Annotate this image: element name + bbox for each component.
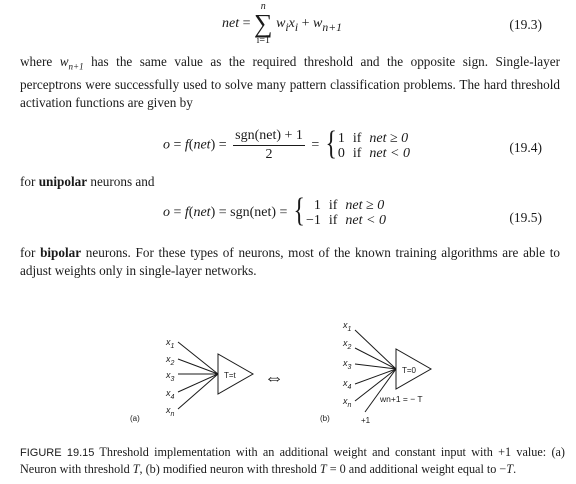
equation-19-4-body: o = f(net) = $\frac{\text{sgn(net) + 1}}{2}$ = { 1 if net ≥ 0 0 if net < 0 xyxy=(163,128,416,163)
equivalence-arrow: ⇔ xyxy=(264,367,284,389)
input-a-xn: $x_n$ xyxy=(166,405,175,418)
equation-number: (19.5) xyxy=(509,210,542,225)
paragraph-unipolar: for unipolar neurons and xyxy=(20,174,155,189)
neuron-b-threshold: T=0 xyxy=(402,366,417,375)
input-b-x4: $x_4$ xyxy=(343,378,352,391)
equation-19-3-body: net = n ∑ i=1 $w_ix_i + w_{n+1}$ xyxy=(222,1,342,46)
summation: n ∑ i=1 xyxy=(254,1,273,46)
input-b-x2: $x_2$ xyxy=(343,338,352,351)
w-last-symbol: w xyxy=(313,16,323,32)
subscript-i: i xyxy=(294,21,299,35)
subscript-i: i xyxy=(285,21,289,35)
equation-number: (19.4) xyxy=(509,140,542,155)
equation-19-5 xyxy=(0,192,576,238)
label-a: (a) xyxy=(130,414,140,423)
fraction: $\frac{\text{sgn(net) + 1}}{2}$ xyxy=(235,128,303,162)
input-b-x1: $x_1$ xyxy=(343,320,352,333)
input-a-x4: $x_4$ xyxy=(166,388,175,401)
subscript-n-plus-1: n+1 xyxy=(322,21,342,35)
input-b-x3: $x_3$ xyxy=(343,358,352,371)
input-a-x3: $x_3$ xyxy=(166,370,175,383)
input-b-xn: $x_n$ xyxy=(343,396,352,409)
x-symbol: x xyxy=(288,16,295,32)
equation-number: (19.3) xyxy=(509,17,542,32)
piecewise-cases: { 1 if net ≥ 0 −1 if net < 0 xyxy=(293,192,386,229)
threshold-diagram xyxy=(100,312,460,428)
neuron-a-threshold: T=t xyxy=(224,371,236,380)
net-symbol: net xyxy=(222,16,240,32)
sum-upper: n xyxy=(260,1,266,12)
input-a-x1: $x_1$ xyxy=(166,337,175,350)
input-a-x2: $x_2$ xyxy=(166,354,175,367)
bias-input-label: +1 xyxy=(361,416,371,425)
additional-weight-label: wn+1 = − T xyxy=(380,394,423,404)
neuron-a xyxy=(178,342,253,409)
equation-19-3 xyxy=(0,2,576,48)
w-symbol: w xyxy=(276,16,286,32)
label-b: (b) xyxy=(320,414,330,423)
figure-label: FIGURE 19.15 xyxy=(20,447,95,459)
sum-lower: i=1 xyxy=(256,35,270,46)
figure-caption: FIGURE 19.15 Threshold implementation with an additional weight and constant input with +1 value: (a) Neuron with threshold T, (b) modified neuron with threshold T = 0 and additional weight equal to −T. xyxy=(20,445,565,476)
equation-19-4 xyxy=(0,124,576,168)
paragraph-threshold: where $w_{n+1}$ has the same value as the required threshold and the opposite sign. Single-layer perceptrons were successfully used to solve many pattern classification problems. The hard threshold activation functions are given by xyxy=(20,54,561,111)
equation-19-5-body: o = f(net) = sgn(net) = { 1 if net ≥ 0 −1 if net < 0 xyxy=(163,198,392,228)
piecewise-cases: { 1 if net ≥ 0 0 if net < 0 xyxy=(325,124,410,162)
plus-sign: + xyxy=(301,16,310,32)
paragraph-bipolar: for bipolar neurons. For these types of neurons, most of the known training algorithms are able to adjust weights only in single-layer networks. xyxy=(20,245,560,279)
